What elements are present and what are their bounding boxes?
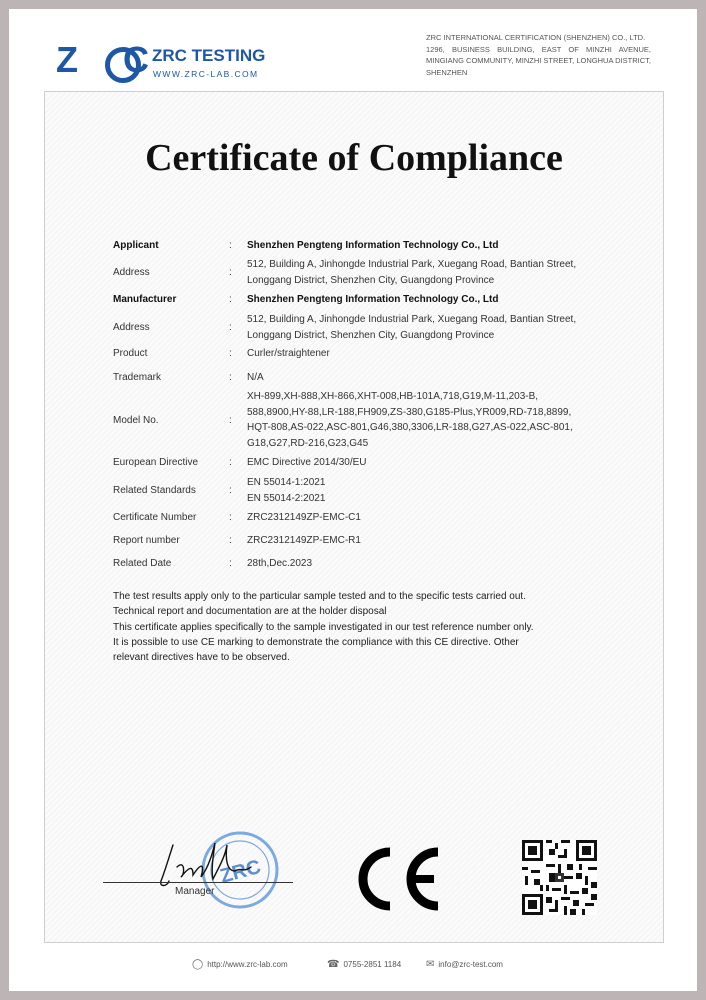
note-line: This certificate applies specifically to the sample investigated in our test reference number only. [113, 621, 534, 633]
field-value: XH-899,XH-888,XH-866,XHT-008,HB-101A,718,G19,M-11,203-B, 588,8900,HY-88,LR-188,FH909,ZS-380,G185-Plus,YR009,RD-718,8899, HQT-808,AS-022,ASC-801,G46,380,3306,LR-188,G27,AS-022,ASC-801, G18,G27,RD-216,G23,G45 [247, 391, 573, 449]
field-value: EMC Directive 2014/30/EU [247, 457, 367, 468]
field-value: Curler/straightener [247, 348, 330, 359]
field-label: Certificate Number [113, 512, 197, 523]
mail-icon: ✉ [426, 959, 435, 970]
field-value: Shenzhen Pengteng Information Technology Co., Ltd [247, 294, 499, 305]
note-line: relevant directives have to be observed. [113, 652, 290, 664]
field-value: Shenzhen Pengteng Information Technology Co., Ltd [247, 240, 499, 251]
field-value: EN 55014-1:2021 [247, 477, 326, 488]
field-label: Model No. [113, 415, 159, 426]
field-label: Address [113, 322, 150, 333]
field-label: Related Date [113, 558, 172, 569]
note-line: It is possible to use CE marking to demonstrate the compliance with this CE directive. Other [113, 636, 519, 648]
signature-role: Manager [175, 886, 215, 897]
company-info [426, 32, 651, 78]
field-label: Product [113, 348, 148, 359]
footer-email[interactable]: ✉ info@zrc-test.com [426, 959, 503, 970]
certificate-panel: Certificate of Compliance Applicant : Shenzhen Pengteng Information Technology Co., Ltd Address : 512, Building A, Jinhongde Industrial Park, Xuegang Road, Bantian Street, Longgang District, Shenzhen City, Guangdong Province Manufacturer : Shenzhen Pengteng Information Technology Co., Ltd Address : 512, Building A, Jinhongde Industrial Park, Xuegang Road, Bantian Street, Longgang District, Shenzhen City, Guangdong Province Product : Curler/straightener Trademark : N/A Model No. : XH-899,XH-888,XH-866,XHT-008,HB-101A,718,G19,M-11,203-B, 588,8900,HY-88,LR-188,FH909,ZS-380,G185-Plus,YR009,RD-718,8899, HQT-808,AS-022,ASC-801,G46,380,3306,LR-188,G27,AS-022,ASC-801, G18,G27,RD-216,G23,G45 European Directive : EMC Directive 2014/30/EU Related Standards : EN 55014-1:2021 EN 55014-2:2021 Certificate Number : ZRC2312149ZP-EMC-C1 Report number : ZRC2312149ZP-EMC-R1 Related Date : 28th,Dec.2023 The test results apply only to the particular sample tested and to the specific tests carried out. Technical report and documentation are at the holder disposal This certificate applies specifically to the sample investigated in our test reference number only. It is possible to use CE marking to demonstrate the compliance with this CE directive. Other relevant directives have to be observed. ZRC Manager CE [44, 91, 664, 943]
footer-website[interactable]: ◯ http://www.zrc-lab.com [192, 959, 288, 970]
field-label: Address [113, 267, 150, 278]
phone-icon: ☎ [327, 959, 340, 970]
manager-signature [155, 837, 265, 892]
footer-phone: ☎ 0755-2851 1184 [327, 959, 402, 970]
field-label: Related Standards [113, 485, 196, 496]
logo-website: WWW.ZRC-LAB.COM [153, 69, 259, 79]
field-value-2: EN 55014-2:2021 [247, 492, 326, 504]
globe-icon: ◯ [192, 959, 204, 970]
certificate-notes [113, 589, 583, 665]
ce-mark-icon [350, 844, 445, 914]
company-address: 1296, BUSINESS BUILDING, EAST OF MINZHI AVENUE, MINGIANG COMMUNITY, MINZHI STREET, LONGHUA DISTRICT, SHENZHEN [426, 44, 651, 77]
field-label: Trademark [113, 372, 161, 383]
company-name: ZRC INTERNATIONAL CERTIFICATION (SHENZHEN) CO., LTD. [426, 33, 646, 42]
field-value: N/A [247, 372, 264, 383]
field-value: 512, Building A, Jinhongde Industrial Park, Xuegang Road, Bantian Street, Longgang District, Shenzhen City, Guangdong Province [247, 314, 577, 341]
note-line: Technical report and documentation are at the holder disposal [113, 606, 387, 618]
logo-ring-icon [105, 47, 141, 83]
logo-mark: Z C [56, 39, 150, 80]
qr-code [522, 840, 597, 915]
field-value: ZRC2312149ZP-EMC-R1 [247, 535, 361, 546]
ce-mark-text: CE [350, 844, 352, 845]
field-value: ZRC2312149ZP-EMC-C1 [247, 512, 361, 523]
note-line: The test results apply only to the particular sample tested and to the specific tests carried out. [113, 591, 526, 602]
zrc-logo [54, 33, 284, 93]
signature-line [103, 882, 293, 883]
field-label: Applicant [113, 240, 159, 251]
certificate-title: Certificate of Compliance [145, 137, 563, 179]
logo-name: ZRC TESTING [152, 46, 266, 65]
certificate-sheet [9, 9, 697, 991]
field-label: European Directive [113, 457, 199, 468]
field-value: 28th,Dec.2023 [247, 558, 313, 569]
field-label: Manufacturer [113, 294, 177, 305]
field-value: 512, Building A, Jinhongde Industrial Park, Xuegang Road, Bantian Street, Longgang District, Shenzhen City, Guangdong Province [247, 259, 577, 286]
stamp-text: ZRC [217, 855, 264, 888]
field-label: Report number [113, 535, 180, 546]
